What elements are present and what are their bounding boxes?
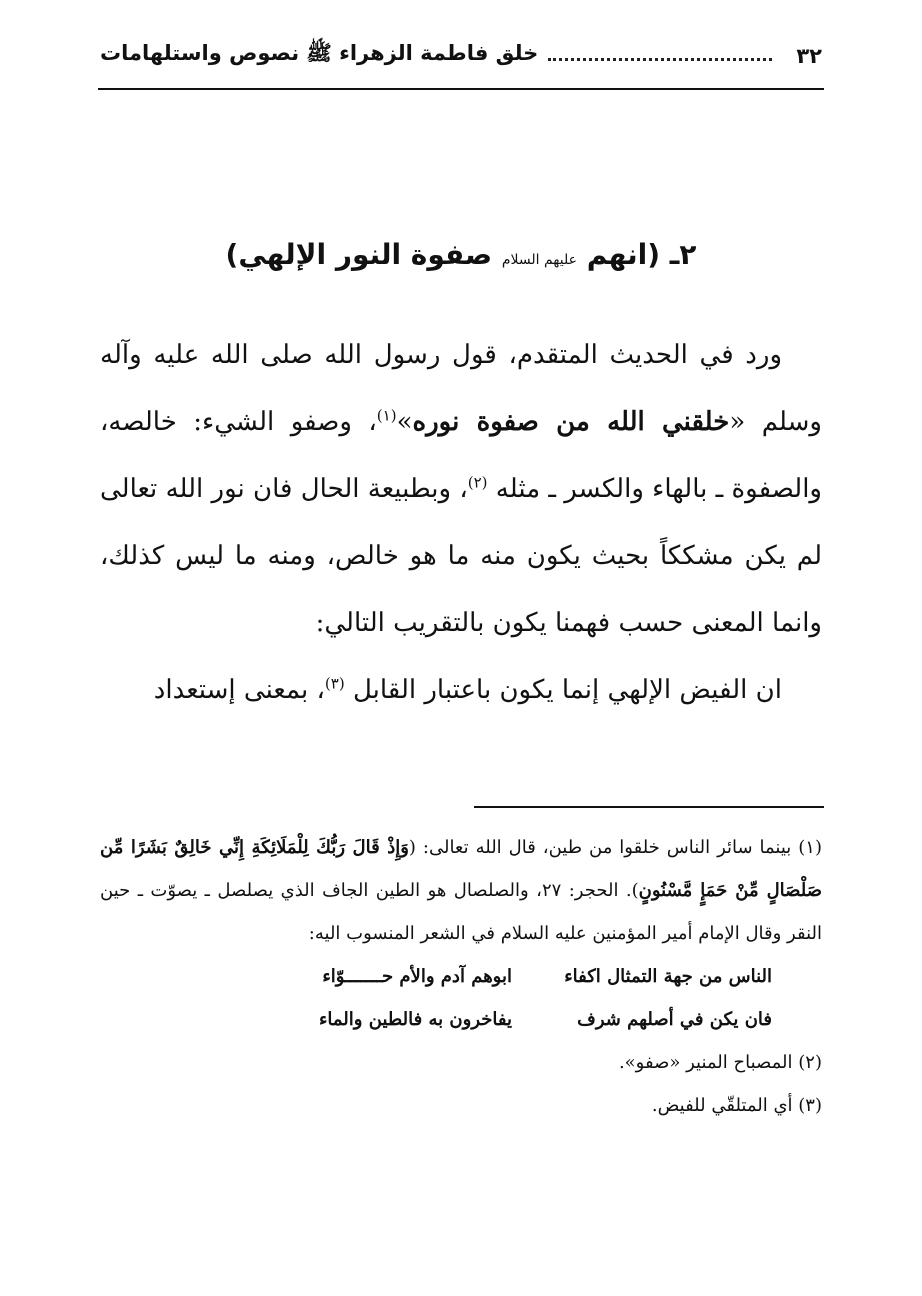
paragraph-1 [100, 322, 822, 657]
poem-hemistich: يفاخرون به فالطين والماء [318, 1009, 512, 1030]
footnote-mark-1[interactable]: (١) [376, 406, 397, 425]
paragraph-2 [100, 657, 822, 724]
page-number: ٣٢ [796, 43, 822, 68]
paragraph-1-text-c: ، وصفو الشيء: خالصه، والصفوة ـ بالهاء والكسر ـ مثله [100, 407, 822, 504]
body-text [100, 322, 822, 724]
header-dot-leader [548, 58, 772, 61]
footnote-3: (٣) أي المتلقّي للفيض. [651, 1095, 822, 1116]
book-title: خلق فاطمة الزهراء ﷺ نصوص واستلهامات [100, 41, 539, 65]
paragraph-1-text-b: » [396, 407, 413, 437]
paragraph-1-text-a: وسلم « [729, 407, 822, 437]
quran-verse: وَإِذْ قَالَ رَبُّكَ لِلْمَلَائِكَةِ إِنِّي خَالِقٌ بَشَرًا مِّن صَلْصَالٍ مِّنْ حَمَإٍ مَّسْنُونٍ [100, 837, 822, 901]
section-heading [100, 238, 822, 271]
poem-verse [100, 955, 822, 998]
footnote-mark-3[interactable]: (٣) [324, 674, 345, 693]
honorific-glyph: عليهم السلام [501, 252, 577, 268]
poem [100, 955, 822, 1041]
running-header [100, 40, 822, 71]
paragraph-1-line-1: ورد في الحديث المتقدم، قول رسول الله صلى الله عليه وآله [100, 340, 782, 370]
footnote-separator [474, 806, 824, 808]
paragraph-1-text-d: ، وبطبيعة الحال فان نور الله تعالى لم يكن مشككاً بحيث يكون منه ما هو خالص، ومنه ما ليس كذلك، وانما المعنى حسب فهمنا يكون بالتقريب التالي: [100, 474, 822, 638]
heading-suffix: صفوة النور الإلهي) [225, 238, 493, 271]
hadith-quote: خلقني الله من صفوة نوره [412, 407, 730, 437]
poem-hemistich: فان يكن في أصلهم شرف [577, 1009, 772, 1030]
poem-hemistich: ابوهم آدم والأم حـــــــوّاء [322, 966, 512, 987]
heading-prefix: ٢ـ (انهم [586, 238, 697, 271]
paragraph-2-text-b: ، بمعنى إستعداد [153, 675, 325, 705]
footnote-1-text-a: (١) بينما سائر الناس خلقوا من طين، قال الله تعالى: ( [408, 837, 822, 858]
footnote-2: (٢) المصباح المنير «صفو». [618, 1052, 822, 1073]
paragraph-2-text-a: ان الفيض الإلهي إنما يكون باعتبار القابل [352, 675, 782, 705]
poem-hemistich: الناس من جهة التمثال اكفاء [564, 966, 772, 987]
footnote-mark-2[interactable]: (٢) [467, 473, 488, 492]
footnote-1 [100, 826, 822, 955]
header-rule [98, 88, 824, 90]
footnotes [100, 826, 822, 1127]
footnote-1-text-b: ). الحجر: ٢٧، والصلصال هو الطين الجاف الذي يصلصل ـ يصوّت ـ حين النقر وقال الإمام أمير المؤمنين عليه السلام في الشعر المنسوب اليه: [100, 880, 822, 944]
poem-verse [100, 998, 822, 1041]
